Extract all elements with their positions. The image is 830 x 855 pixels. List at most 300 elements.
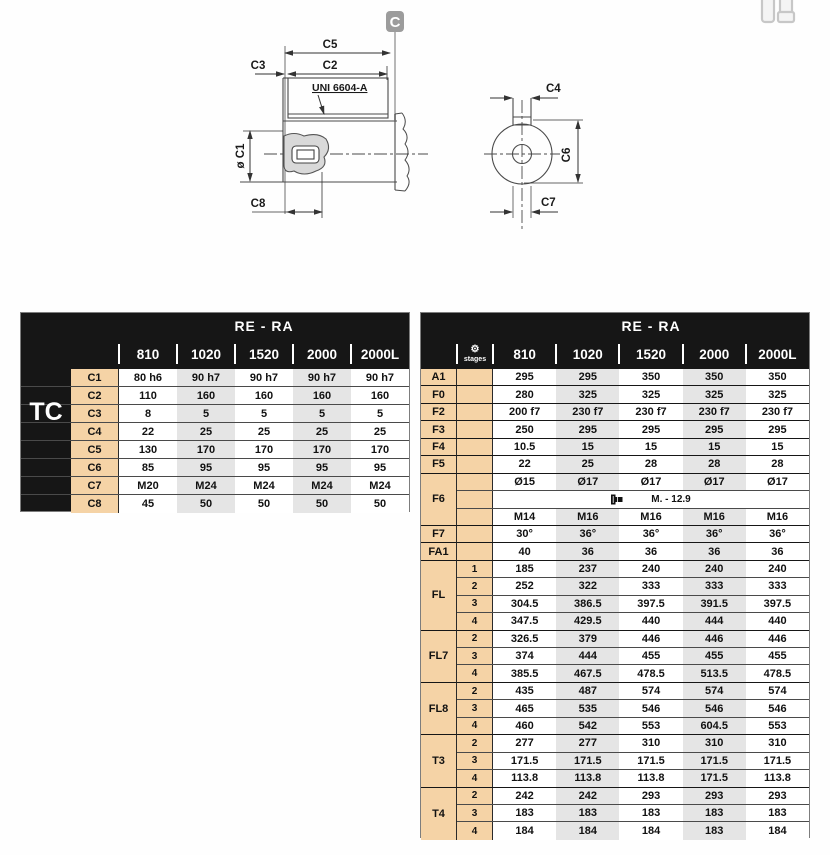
table-row <box>457 578 809 595</box>
table-cell: 455 <box>746 648 809 664</box>
stage-cell: 2 <box>457 578 493 594</box>
group-label: FL7 <box>421 631 457 683</box>
table-row <box>457 718 809 735</box>
table-row <box>21 441 409 459</box>
table-row <box>457 456 809 473</box>
group-label: F6 <box>421 474 457 526</box>
row-label: C1 <box>71 369 119 386</box>
group-rows <box>457 404 809 421</box>
table-row <box>457 753 809 770</box>
table-cell: 333 <box>683 578 746 594</box>
table-cell: 444 <box>683 613 746 629</box>
table-cell: 5 <box>177 405 235 422</box>
table-cell: 240 <box>619 561 682 577</box>
table-cell: 171.5 <box>619 753 682 769</box>
table-cell: 397.5 <box>746 596 809 612</box>
column-header: 2000L <box>351 339 409 369</box>
table-cell: 325 <box>683 386 746 402</box>
table-row <box>457 561 809 578</box>
table-cell: 435 <box>493 683 556 699</box>
table-cell: 10.5 <box>493 439 556 455</box>
stage-cell: 2 <box>457 735 493 751</box>
row-label: C8 <box>71 495 119 513</box>
row-label: C6 <box>71 459 119 476</box>
table-cell: Ø17 <box>683 474 746 490</box>
svg-text:C7: C7 <box>541 197 556 209</box>
stage-cell <box>457 404 493 420</box>
group-label: FL8 <box>421 683 457 735</box>
table-cell: 574 <box>683 683 746 699</box>
stage-cell: 4 <box>457 822 493 839</box>
series-header-row <box>21 313 409 339</box>
table-cell: M14 <box>493 509 556 525</box>
column-header: 2000 <box>293 339 351 369</box>
column-header: 2000 <box>683 339 746 369</box>
group-label: F5 <box>421 456 457 473</box>
table-cell: 95 <box>293 459 351 476</box>
table-row <box>457 439 809 456</box>
table-cell: 15 <box>683 439 746 455</box>
table-cell: 200 f7 <box>493 404 556 420</box>
table-cell: 160 <box>351 387 409 404</box>
table-row <box>457 613 809 630</box>
table-cell: 467.5 <box>556 665 619 681</box>
table-cell: 15 <box>619 439 682 455</box>
table-cell: 293 <box>746 788 809 804</box>
stage-cell: 4 <box>457 665 493 681</box>
table-cell: 385.5 <box>493 665 556 681</box>
table-cell: 604.5 <box>683 718 746 734</box>
table-cell: 30° <box>493 526 556 542</box>
group-rows <box>457 439 809 456</box>
table-cell: 36 <box>746 543 809 559</box>
table-cell: 183 <box>619 805 682 821</box>
table-cell: M16 <box>556 509 619 525</box>
row-label: C7 <box>71 477 119 494</box>
table-cell: 25 <box>235 423 293 440</box>
stage-cell <box>457 509 493 525</box>
stage-cell: 3 <box>457 648 493 664</box>
series-header-row <box>421 313 809 339</box>
table-cell: 293 <box>683 788 746 804</box>
table-cell: Ø17 <box>746 474 809 490</box>
stage-cell: 3 <box>457 700 493 716</box>
gear-icon: ⚙ <box>470 344 480 355</box>
row-group <box>421 439 809 456</box>
group-label: A1 <box>421 369 457 386</box>
column-header-row <box>21 339 409 369</box>
table-cell: 50 <box>235 495 293 513</box>
table-row <box>457 509 809 526</box>
table-row <box>457 421 809 438</box>
column-header: 1020 <box>556 339 619 369</box>
series-header: RE - RA <box>621 318 681 334</box>
table-cell: 391.5 <box>683 596 746 612</box>
table-cell: 95 <box>351 459 409 476</box>
table-row <box>21 369 409 387</box>
table-cell: 171.5 <box>746 753 809 769</box>
column-header: 1020 <box>177 339 235 369</box>
table-cell: M24 <box>293 477 351 494</box>
row-label: C4 <box>71 423 119 440</box>
group-label: F7 <box>421 526 457 543</box>
table-cell: 252 <box>493 578 556 594</box>
row-label: C3 <box>71 405 119 422</box>
table-cell: 310 <box>683 735 746 751</box>
table-cell: 542 <box>556 718 619 734</box>
table-cell: 553 <box>619 718 682 734</box>
svg-text:C5: C5 <box>322 39 338 51</box>
table-cell: 446 <box>746 631 809 647</box>
row-group <box>421 369 809 386</box>
row-group <box>421 404 809 421</box>
group-rows <box>457 456 809 473</box>
table-cell: 160 <box>177 387 235 404</box>
table-row <box>457 788 809 805</box>
table-cell: 90 h7 <box>293 369 351 386</box>
group-rows <box>457 735 809 787</box>
svg-text:C4: C4 <box>546 83 561 95</box>
group-rows <box>457 788 809 840</box>
table-cell: 183 <box>683 805 746 821</box>
stage-cell: 1 <box>457 561 493 577</box>
row-group <box>421 474 809 526</box>
group-rows <box>457 543 809 560</box>
table-row <box>457 700 809 717</box>
right-table-body <box>421 369 809 840</box>
table-cell: 325 <box>746 386 809 402</box>
table-cell: 310 <box>619 735 682 751</box>
table-cell: 113.8 <box>746 770 809 786</box>
table-cell: 45 <box>119 495 177 513</box>
svg-text:C: C <box>389 14 401 31</box>
stage-cell: 3 <box>457 753 493 769</box>
stage-cell: 2 <box>457 631 493 647</box>
table-cell: 350 <box>619 369 682 385</box>
stage-cell: 3 <box>457 596 493 612</box>
group-label: F3 <box>421 421 457 438</box>
table-cell: 36° <box>746 526 809 542</box>
table-cell: Ø17 <box>556 474 619 490</box>
row-group <box>421 631 809 683</box>
group-label: F0 <box>421 386 457 403</box>
table-row <box>457 648 809 665</box>
table-cell: 277 <box>493 735 556 751</box>
table-row <box>457 631 809 648</box>
column-header: 1520 <box>619 339 682 369</box>
table-cell: 90 h7 <box>351 369 409 386</box>
table-cell: 170 <box>351 441 409 458</box>
table-cell: 326.5 <box>493 631 556 647</box>
table-cell: 379 <box>556 631 619 647</box>
table-cell: Ø17 <box>619 474 682 490</box>
table-row <box>21 405 409 423</box>
left-table-body <box>21 369 409 513</box>
table-cell: 25 <box>556 456 619 472</box>
table-cell: 304.5 <box>493 596 556 612</box>
series-header: RE - RA <box>234 318 294 334</box>
table-cell: M16 <box>619 509 682 525</box>
table-cell: 110 <box>119 387 177 404</box>
table-cell: 40 <box>493 543 556 559</box>
svg-text:UNI 6604-A: UNI 6604-A <box>312 82 368 94</box>
row-group <box>421 543 809 560</box>
table-cell: 513.5 <box>683 665 746 681</box>
table-cell: 374 <box>493 648 556 664</box>
stage-cell <box>457 386 493 402</box>
table-cell: 478.5 <box>746 665 809 681</box>
table-cell: 184 <box>493 822 556 839</box>
table-cell: 80 h6 <box>119 369 177 386</box>
table-cell: 455 <box>683 648 746 664</box>
table-cell: 170 <box>177 441 235 458</box>
table-cell: 535 <box>556 700 619 716</box>
group-label: T3 <box>421 735 457 787</box>
stage-cell <box>457 491 493 507</box>
table-row <box>457 404 809 421</box>
table-cell: 15 <box>556 439 619 455</box>
stage-cell <box>457 474 493 490</box>
table-row <box>21 459 409 477</box>
table-cell: 36° <box>619 526 682 542</box>
row-group <box>421 683 809 735</box>
stage-cell <box>457 526 493 542</box>
row-group <box>421 386 809 403</box>
column-header: 810 <box>119 339 177 369</box>
table-cell: 325 <box>619 386 682 402</box>
table-cell: 240 <box>683 561 746 577</box>
table-cell: 113.8 <box>556 770 619 786</box>
table-row <box>457 665 809 682</box>
table-cell: 295 <box>683 421 746 437</box>
table-cell: 5 <box>293 405 351 422</box>
table-cell: 171.5 <box>683 753 746 769</box>
table-row <box>21 477 409 495</box>
section-marker-c <box>386 11 404 120</box>
table-cell: 230 f7 <box>683 404 746 420</box>
group-rows <box>457 526 809 543</box>
table-cell: 386.5 <box>556 596 619 612</box>
table-row <box>457 491 809 508</box>
group-label: FL <box>421 561 457 631</box>
table-cell: M24 <box>235 477 293 494</box>
table-cell: 322 <box>556 578 619 594</box>
table-row <box>21 495 409 513</box>
table-cell: 397.5 <box>619 596 682 612</box>
stage-cell <box>457 421 493 437</box>
table-cell: M24 <box>177 477 235 494</box>
table-cell: 333 <box>746 578 809 594</box>
table-cell: 446 <box>683 631 746 647</box>
group-rows <box>457 561 809 631</box>
table-cell: 171.5 <box>493 753 556 769</box>
column-header: 810 <box>493 339 556 369</box>
table-cell: 113.8 <box>493 770 556 786</box>
table-cell: 574 <box>746 683 809 699</box>
svg-text:C8: C8 <box>250 198 266 210</box>
table-cell: 36 <box>619 543 682 559</box>
svg-text:C6: C6 <box>561 147 573 163</box>
table-cell: 184 <box>556 822 619 839</box>
shaft-side-labels <box>235 39 368 210</box>
table-cell: 5 <box>235 405 293 422</box>
table-cell: 85 <box>119 459 177 476</box>
table-cell: 28 <box>746 456 809 472</box>
table-cell: M20 <box>119 477 177 494</box>
table-cell: M24 <box>351 477 409 494</box>
table-cell: 444 <box>556 648 619 664</box>
table-row <box>457 770 809 787</box>
group-label: FA1 <box>421 543 457 560</box>
table-cell: 230 f7 <box>746 404 809 420</box>
table-cell: 237 <box>556 561 619 577</box>
stage-cell: 2 <box>457 683 493 699</box>
stage-cell <box>457 439 493 455</box>
table-row <box>457 474 809 491</box>
table-row <box>21 387 409 405</box>
table-cell: M16 <box>746 509 809 525</box>
tc-dimensions-table <box>20 312 410 512</box>
table-cell: 185 <box>493 561 556 577</box>
row-group <box>421 788 809 840</box>
svg-text:ø C1: ø C1 <box>235 143 247 169</box>
table-cell: 113.8 <box>619 770 682 786</box>
shaft-end-view <box>484 98 560 230</box>
stage-cell <box>457 543 493 559</box>
table-cell: 574 <box>619 683 682 699</box>
table-cell: 183 <box>746 805 809 821</box>
table-cell: 546 <box>619 700 682 716</box>
row-group <box>421 561 809 631</box>
table-cell: 546 <box>683 700 746 716</box>
table-row <box>457 543 809 560</box>
table-cell: 8 <box>119 405 177 422</box>
table-cell: 171.5 <box>683 770 746 786</box>
table-cell: 440 <box>619 613 682 629</box>
table-cell: 183 <box>556 805 619 821</box>
table-cell: 36° <box>683 526 746 542</box>
table-cell: 446 <box>619 631 682 647</box>
group-label: F4 <box>421 439 457 456</box>
table-row <box>457 805 809 822</box>
table-cell: 230 f7 <box>619 404 682 420</box>
table-cell: 240 <box>746 561 809 577</box>
table-cell: 277 <box>556 735 619 751</box>
table-cell: 50 <box>293 495 351 513</box>
table-cell: 347.5 <box>493 613 556 629</box>
column-header: 1520 <box>235 339 293 369</box>
table-cell: 170 <box>293 441 351 458</box>
table-cell: 160 <box>235 387 293 404</box>
table-cell: 478.5 <box>619 665 682 681</box>
table-cell: 429.5 <box>556 613 619 629</box>
table-cell: 50 <box>177 495 235 513</box>
table-cell: 440 <box>746 613 809 629</box>
table-cell: 230 f7 <box>556 404 619 420</box>
table-cell: 28 <box>619 456 682 472</box>
table-cell: 183 <box>683 822 746 839</box>
table-cell: 350 <box>746 369 809 385</box>
group-label: T4 <box>421 788 457 840</box>
table-cell: 310 <box>746 735 809 751</box>
table-row <box>21 423 409 441</box>
table-cell: 553 <box>746 718 809 734</box>
table-cell: 295 <box>556 421 619 437</box>
table-row <box>457 822 809 839</box>
table-cell: 25 <box>351 423 409 440</box>
stage-cell <box>457 456 493 472</box>
technical-drawing <box>0 0 830 270</box>
table-cell: 160 <box>293 387 351 404</box>
table-cell: 465 <box>493 700 556 716</box>
stage-cell: 4 <box>457 770 493 786</box>
stage-cell <box>457 369 493 385</box>
stage-cell: 4 <box>457 718 493 734</box>
table-cell: 295 <box>619 421 682 437</box>
table-cell: 22 <box>119 423 177 440</box>
table-cell: 250 <box>493 421 556 437</box>
table-cell: 15 <box>746 439 809 455</box>
table-cell: 90 h7 <box>177 369 235 386</box>
table-cell: 22 <box>493 456 556 472</box>
table-cell: 333 <box>619 578 682 594</box>
table-cell: 130 <box>119 441 177 458</box>
table-cell: M16 <box>683 509 746 525</box>
table-cell: 242 <box>556 788 619 804</box>
table-cell: 36 <box>556 543 619 559</box>
row-label: C5 <box>71 441 119 458</box>
table-cell: 295 <box>493 369 556 385</box>
table-cell: 5 <box>351 405 409 422</box>
table-cell: 460 <box>493 718 556 734</box>
stages-header: ⚙ stages <box>457 339 493 369</box>
table-cell: 242 <box>493 788 556 804</box>
stage-cell: 3 <box>457 805 493 821</box>
bolt-icon <box>611 493 623 506</box>
stage-cell: 4 <box>457 613 493 629</box>
table-cell: 280 <box>493 386 556 402</box>
group-rows <box>457 631 809 683</box>
table-cell: 350 <box>683 369 746 385</box>
row-group <box>421 526 809 543</box>
table-cell: 455 <box>619 648 682 664</box>
table-side-label: TC <box>29 397 63 426</box>
table-cell: 184 <box>619 822 682 839</box>
table-cell: 184 <box>746 822 809 839</box>
group-rows <box>457 474 809 526</box>
table-row <box>457 596 809 613</box>
group-rows <box>457 421 809 438</box>
table-cell: 90 h7 <box>235 369 293 386</box>
row-group <box>421 456 809 473</box>
table-cell: 25 <box>177 423 235 440</box>
table-row <box>457 369 809 386</box>
svg-text:C3: C3 <box>250 60 266 72</box>
group-label: F2 <box>421 404 457 421</box>
column-header: 2000L <box>746 339 809 369</box>
table-cell: 50 <box>351 495 409 513</box>
table-cell: 183 <box>493 805 556 821</box>
table-row <box>457 683 809 700</box>
table-cell: 325 <box>556 386 619 402</box>
table-cell: 546 <box>746 700 809 716</box>
group-rows <box>457 369 809 386</box>
group-rows <box>457 386 809 403</box>
table-cell: 295 <box>746 421 809 437</box>
group-rows <box>457 683 809 735</box>
table-cell: 293 <box>619 788 682 804</box>
shaft-end-labels <box>541 83 573 209</box>
